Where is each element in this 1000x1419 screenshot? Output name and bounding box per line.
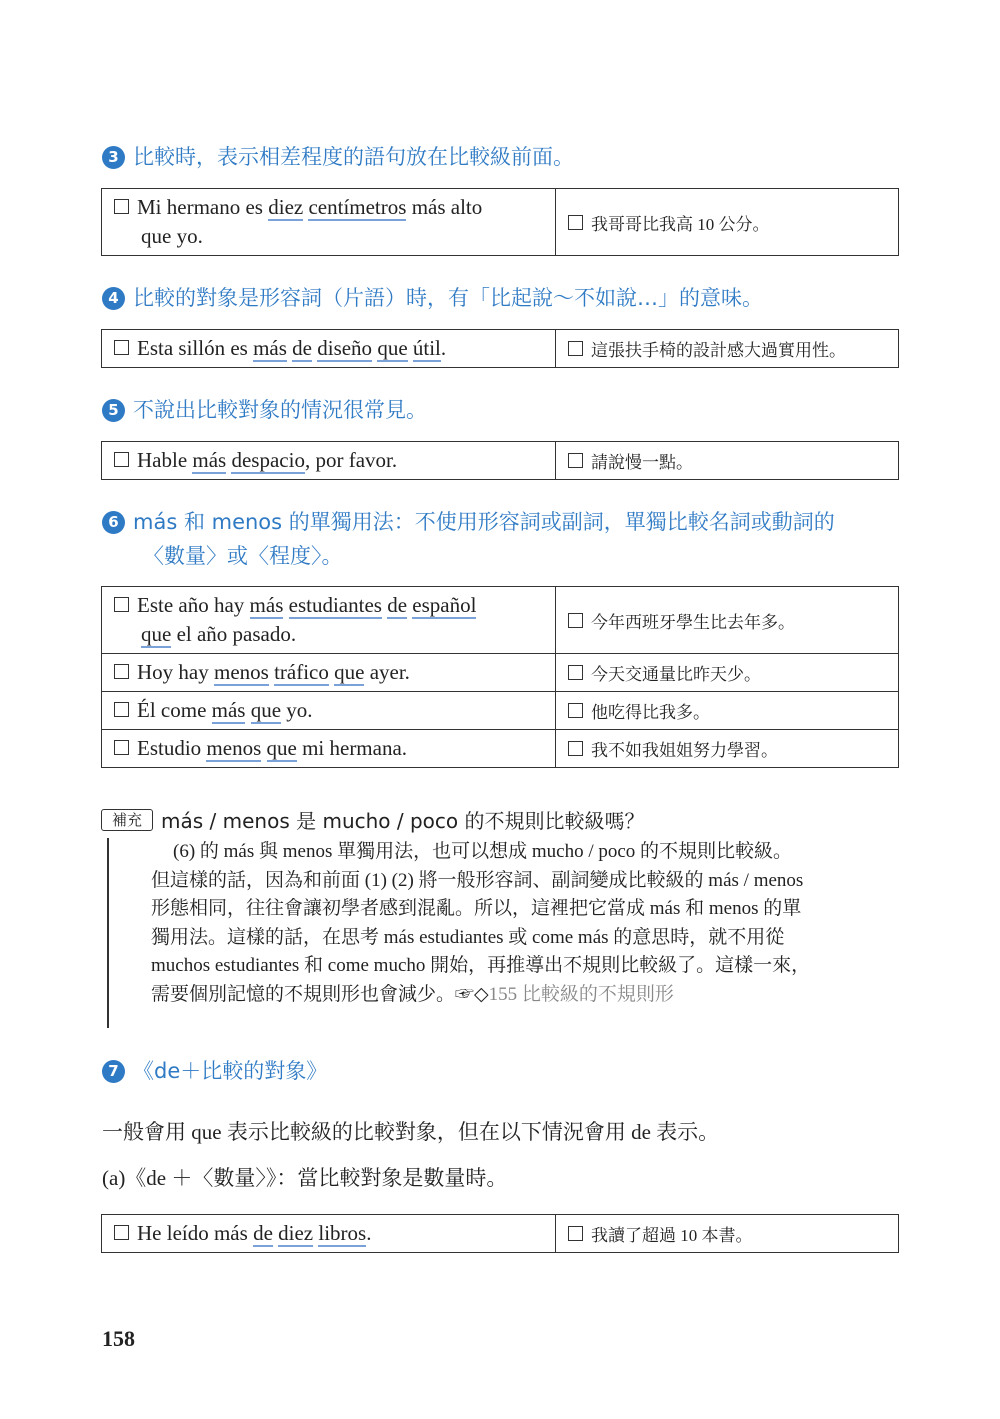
section-title: 比較時，表示相差程度的語句放在比較級前面。 <box>133 145 574 169</box>
text: ayer. <box>364 660 410 684</box>
example-table-4 <box>101 329 899 368</box>
section-3-heading <box>102 140 902 174</box>
supplement-badge: 補充 <box>101 809 153 831</box>
spanish-cell <box>102 692 556 730</box>
number-badge: 3 <box>102 146 125 169</box>
checkbox[interactable] <box>114 1225 129 1240</box>
chinese-cell <box>556 730 899 768</box>
chinese-cell <box>556 330 899 368</box>
translation: 我讀了超過 10 本書。 <box>591 1226 753 1245</box>
chinese-cell <box>556 654 899 692</box>
paragraph-intro: 一般會用 que 表示比較級的比較對象，但在以下情況會用 de 表示。 <box>102 1120 720 1144</box>
text: el año pasado. <box>171 622 297 646</box>
text: He leído más <box>137 1221 254 1245</box>
spanish-cell <box>102 587 556 654</box>
checkbox[interactable] <box>568 453 583 468</box>
checkbox[interactable] <box>114 740 129 755</box>
chinese-cell <box>556 189 899 256</box>
table-row <box>102 587 899 654</box>
underlined-word: estudiantes <box>288 593 382 617</box>
checkbox[interactable] <box>568 665 583 680</box>
pointing-hand-icon: ☞◇ <box>455 983 489 1005</box>
example-table-3 <box>101 188 899 256</box>
table-row <box>102 330 899 368</box>
table-row <box>102 1215 899 1253</box>
example-table-6 <box>101 586 899 768</box>
table-row <box>102 189 899 256</box>
text <box>283 593 288 617</box>
text: Esta sillón es <box>137 336 254 360</box>
underlined-word: menos <box>206 736 262 760</box>
section-5-heading <box>102 393 902 427</box>
checkbox[interactable] <box>568 703 583 718</box>
checkbox[interactable] <box>114 664 129 679</box>
supplement-line: 獨用法。這樣的話，在思考 más estudiantes 或 come más 的意思時，就不用從 <box>151 926 785 948</box>
underlined-word: más <box>211 698 246 722</box>
supplement-title: más / menos 是 mucho / poco 的不規則比較級嗎？ <box>161 809 645 833</box>
text <box>245 698 250 722</box>
paragraph-case-a: (a)《de ＋〈數量〉》：當比較對象是數量時。 <box>102 1166 508 1190</box>
supplement-header <box>101 805 645 834</box>
translation: 我不如我姐姐努力學習。 <box>591 741 778 760</box>
underlined-word: útil <box>412 336 441 360</box>
chinese-cell <box>556 442 899 480</box>
spanish-cell <box>102 730 556 768</box>
section-title: 比較的對象是形容詞（片語）時，有「比起說～不如說…」的意味。 <box>133 286 763 310</box>
page-number: 158 <box>102 1326 135 1351</box>
underlined-word: de <box>292 336 312 360</box>
underlined-word: diez <box>268 195 304 219</box>
section-title: 不說出比較對象的情況很常見。 <box>133 398 427 422</box>
text: Él come <box>137 698 212 722</box>
spanish-cell <box>102 330 556 368</box>
text: que yo. <box>141 224 203 248</box>
text: Mi hermano es <box>137 195 269 219</box>
spanish-cell <box>102 1215 556 1253</box>
checkbox[interactable] <box>568 613 583 628</box>
underlined-word: diez <box>278 1221 314 1245</box>
section-7-heading <box>102 1054 902 1088</box>
text: mi hermana. <box>296 736 408 760</box>
checkbox[interactable] <box>568 215 583 230</box>
text: Estudio <box>137 736 207 760</box>
chinese-cell <box>556 692 899 730</box>
translation: 我哥哥比我高 10 公分。 <box>591 214 770 234</box>
translation: 他吃得比我多。 <box>591 703 710 722</box>
underlined-word: que <box>334 660 365 684</box>
underlined-word: menos <box>214 660 269 684</box>
translation: 請說慢一點。 <box>591 453 693 472</box>
section-title-line1: más 和 menos 的單獨用法：不使用形容詞或副詞，單獨比較名詞或動詞的 <box>133 510 835 534</box>
underlined-word: más <box>253 336 287 360</box>
chinese-cell <box>556 587 899 654</box>
supplement-line: 形態相同，往往會讓初學者感到混亂。所以，這裡把它當成 más 和 menos 的單 <box>151 898 802 919</box>
underlined-word: que <box>250 698 282 722</box>
number-badge: 4 <box>102 287 125 310</box>
text: yo. <box>281 698 313 722</box>
number-badge: 5 <box>102 399 125 422</box>
checkbox[interactable] <box>114 597 129 612</box>
supplement-line: 但這樣的話，因為和前面 (1) (2) 將一般形容詞、副詞變成比較級的 más / menos <box>151 869 804 891</box>
underlined-word: más <box>192 448 227 472</box>
text: Hable <box>137 448 193 472</box>
number-badge: 7 <box>102 1060 125 1083</box>
underlined-word: diseño <box>317 336 373 360</box>
supplement-line: muchos estudiantes 和 come mucho 開始，再推導出不規則比較級了。這樣一來， <box>151 955 811 976</box>
example-table-5 <box>101 441 899 480</box>
checkbox[interactable] <box>114 340 129 355</box>
checkbox[interactable] <box>114 452 129 467</box>
text: Este año hay <box>137 593 250 617</box>
spanish-cell <box>102 442 556 480</box>
checkbox[interactable] <box>114 702 129 717</box>
checkbox[interactable] <box>568 341 583 356</box>
text: . <box>440 336 447 360</box>
supplement-line <box>151 981 899 1010</box>
underlined-word: de <box>387 593 408 617</box>
checkbox[interactable] <box>114 199 129 214</box>
section-6-heading <box>102 505 902 573</box>
text: más alto <box>406 195 483 219</box>
section-4-heading <box>102 281 902 315</box>
table-row <box>102 654 899 692</box>
checkbox[interactable] <box>568 1226 583 1241</box>
spanish-cell <box>102 189 556 256</box>
underlined-word: tráfico <box>274 660 329 684</box>
underlined-word: de <box>253 1221 273 1245</box>
table-row <box>102 730 899 768</box>
underlined-word: que <box>377 336 408 360</box>
supplement-line: (6) 的 más 與 menos 單獨用法，也可以想成 mucho / poco 的不規則比較級。 <box>173 841 793 862</box>
spanish-cell <box>102 654 556 692</box>
section-title: 《de＋比較的對象》 <box>133 1059 328 1083</box>
text <box>261 736 266 760</box>
text: . <box>366 1221 372 1245</box>
translation: 這張扶手椅的設計感大過實用性。 <box>591 341 846 360</box>
underlined-word: que <box>266 736 297 760</box>
underlined-word: español <box>412 593 477 617</box>
translation: 今天交通量比昨天少。 <box>591 665 761 684</box>
underlined-word: despacio <box>231 448 305 472</box>
chinese-cell <box>556 1215 899 1253</box>
number-badge: 6 <box>102 511 125 534</box>
underlined-word: más <box>249 593 284 617</box>
underlined-word: centímetros <box>308 195 407 219</box>
supplement-body <box>107 838 899 1028</box>
example-table-7 <box>101 1214 899 1253</box>
text: 需要個別記憶的不規則形也會減少。 <box>151 983 456 1005</box>
translation: 今年西班牙學生比去年多。 <box>591 612 795 632</box>
cross-reference-link[interactable]: 155 比較級的不規則形 <box>488 983 674 1005</box>
underlined-word: libros <box>318 1221 367 1245</box>
underlined-word: que <box>141 622 172 646</box>
text: Hoy hay <box>137 660 214 684</box>
text: , por favor. <box>304 448 398 472</box>
table-row <box>102 442 899 480</box>
section-title-line2: 〈數量〉或〈程度〉。 <box>143 544 343 568</box>
table-row <box>102 692 899 730</box>
checkbox[interactable] <box>568 741 583 756</box>
